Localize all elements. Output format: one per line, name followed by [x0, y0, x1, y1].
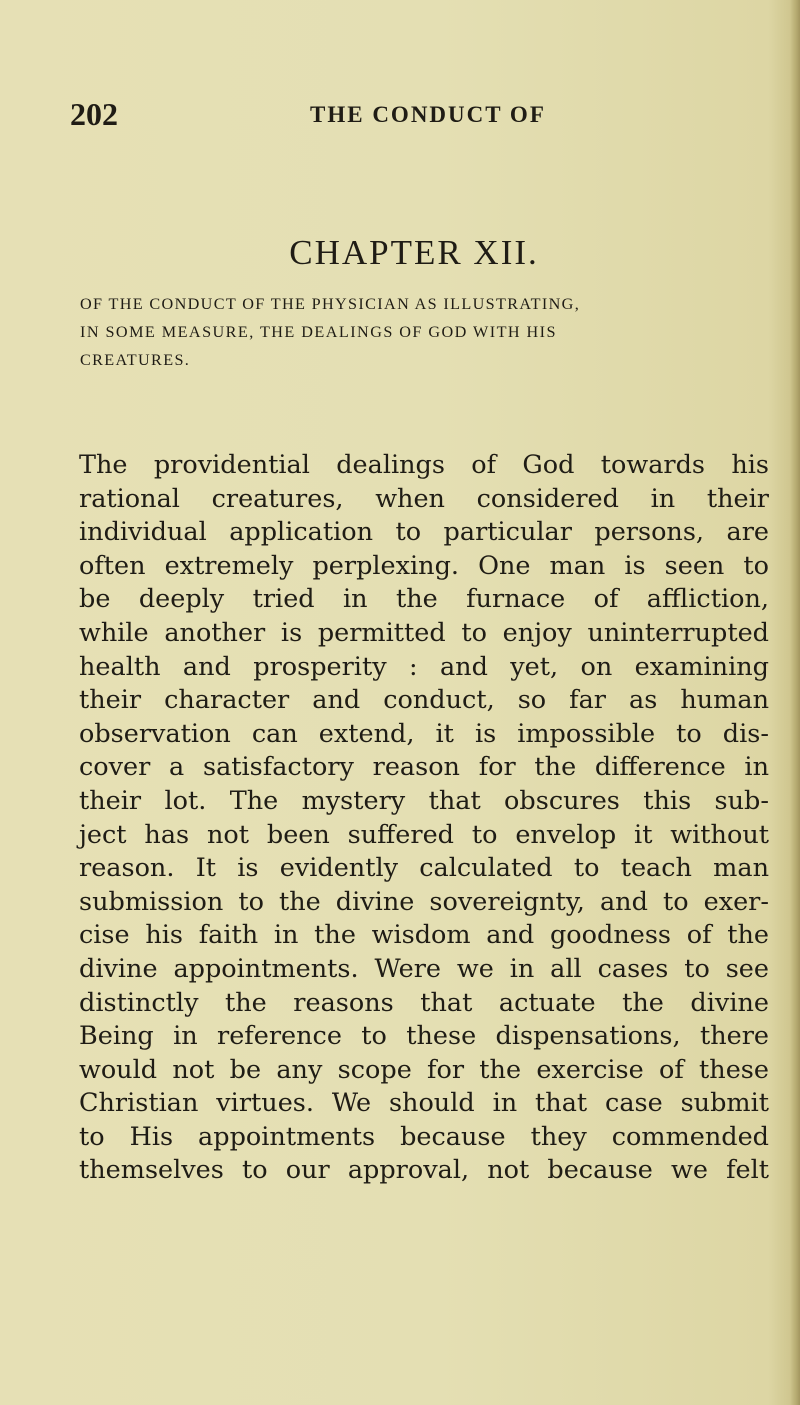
text-line: be deeply tried in the furnace of affliction, — [79, 584, 769, 615]
text-line: rational creatures, when considered in their — [79, 483, 769, 514]
text-line: would not be any scope for the exercise of these — [79, 1054, 769, 1085]
page-number: 202 — [70, 96, 118, 132]
chapter-heading: CHAPTER XII. — [289, 233, 539, 272]
text-line: often extremely perplexing. One man is seen to — [79, 550, 769, 581]
text-line: ject has not been suffered to envelop it without — [79, 819, 769, 850]
text-line: their lot. The mystery that obscures this sub- — [79, 785, 769, 816]
text-line: themselves to our approval, not because we felt — [79, 1155, 769, 1186]
text-line: to His appointments because they commended — [79, 1121, 769, 1152]
text-line: reason. It is evidently calculated to teach man — [79, 853, 769, 884]
page-edge-shadow — [790, 0, 800, 1405]
text-line: individual application to particular persons, are — [79, 517, 769, 548]
body-paragraph — [79, 449, 779, 1188]
chapter-subtitle — [80, 290, 775, 374]
text-line: The providential dealings of God towards his — [79, 450, 769, 480]
chapter-subtitle-line: CREATURES. — [80, 351, 191, 369]
running-title: THE CONDUCT OF — [310, 102, 546, 127]
text-line: cover a satisfactory reason for the difference in — [79, 752, 769, 783]
text-line: submission to the divine sovereignty, and to exer- — [79, 886, 769, 917]
text-line: Being in reference to these dispensations, there — [79, 1021, 769, 1052]
text-line: distinctly the reasons that actuate the divine — [79, 987, 769, 1018]
running-head — [70, 96, 720, 136]
text-line: observation can extend, it is impossible to dis- — [79, 718, 769, 749]
text-line: cise his faith in the wisdom and goodness of the — [79, 920, 769, 951]
text-line: while another is permitted to enjoy uninterrupted — [79, 617, 769, 648]
chapter-subtitle-line: IN SOME MEASURE, THE DEALINGS OF GOD WITH HIS — [80, 323, 557, 341]
text-line: their character and conduct, so far as human — [79, 685, 769, 716]
text-line: divine appointments. Were we in all cases to see — [79, 953, 769, 984]
chapter-subtitle-line: OF THE CONDUCT OF THE PHYSICIAN AS ILLUSTRATING, — [80, 295, 581, 313]
text-line: Christian virtues. We should in that case submit — [79, 1088, 769, 1119]
text-line: health and prosperity : and yet, on examining — [79, 651, 769, 682]
